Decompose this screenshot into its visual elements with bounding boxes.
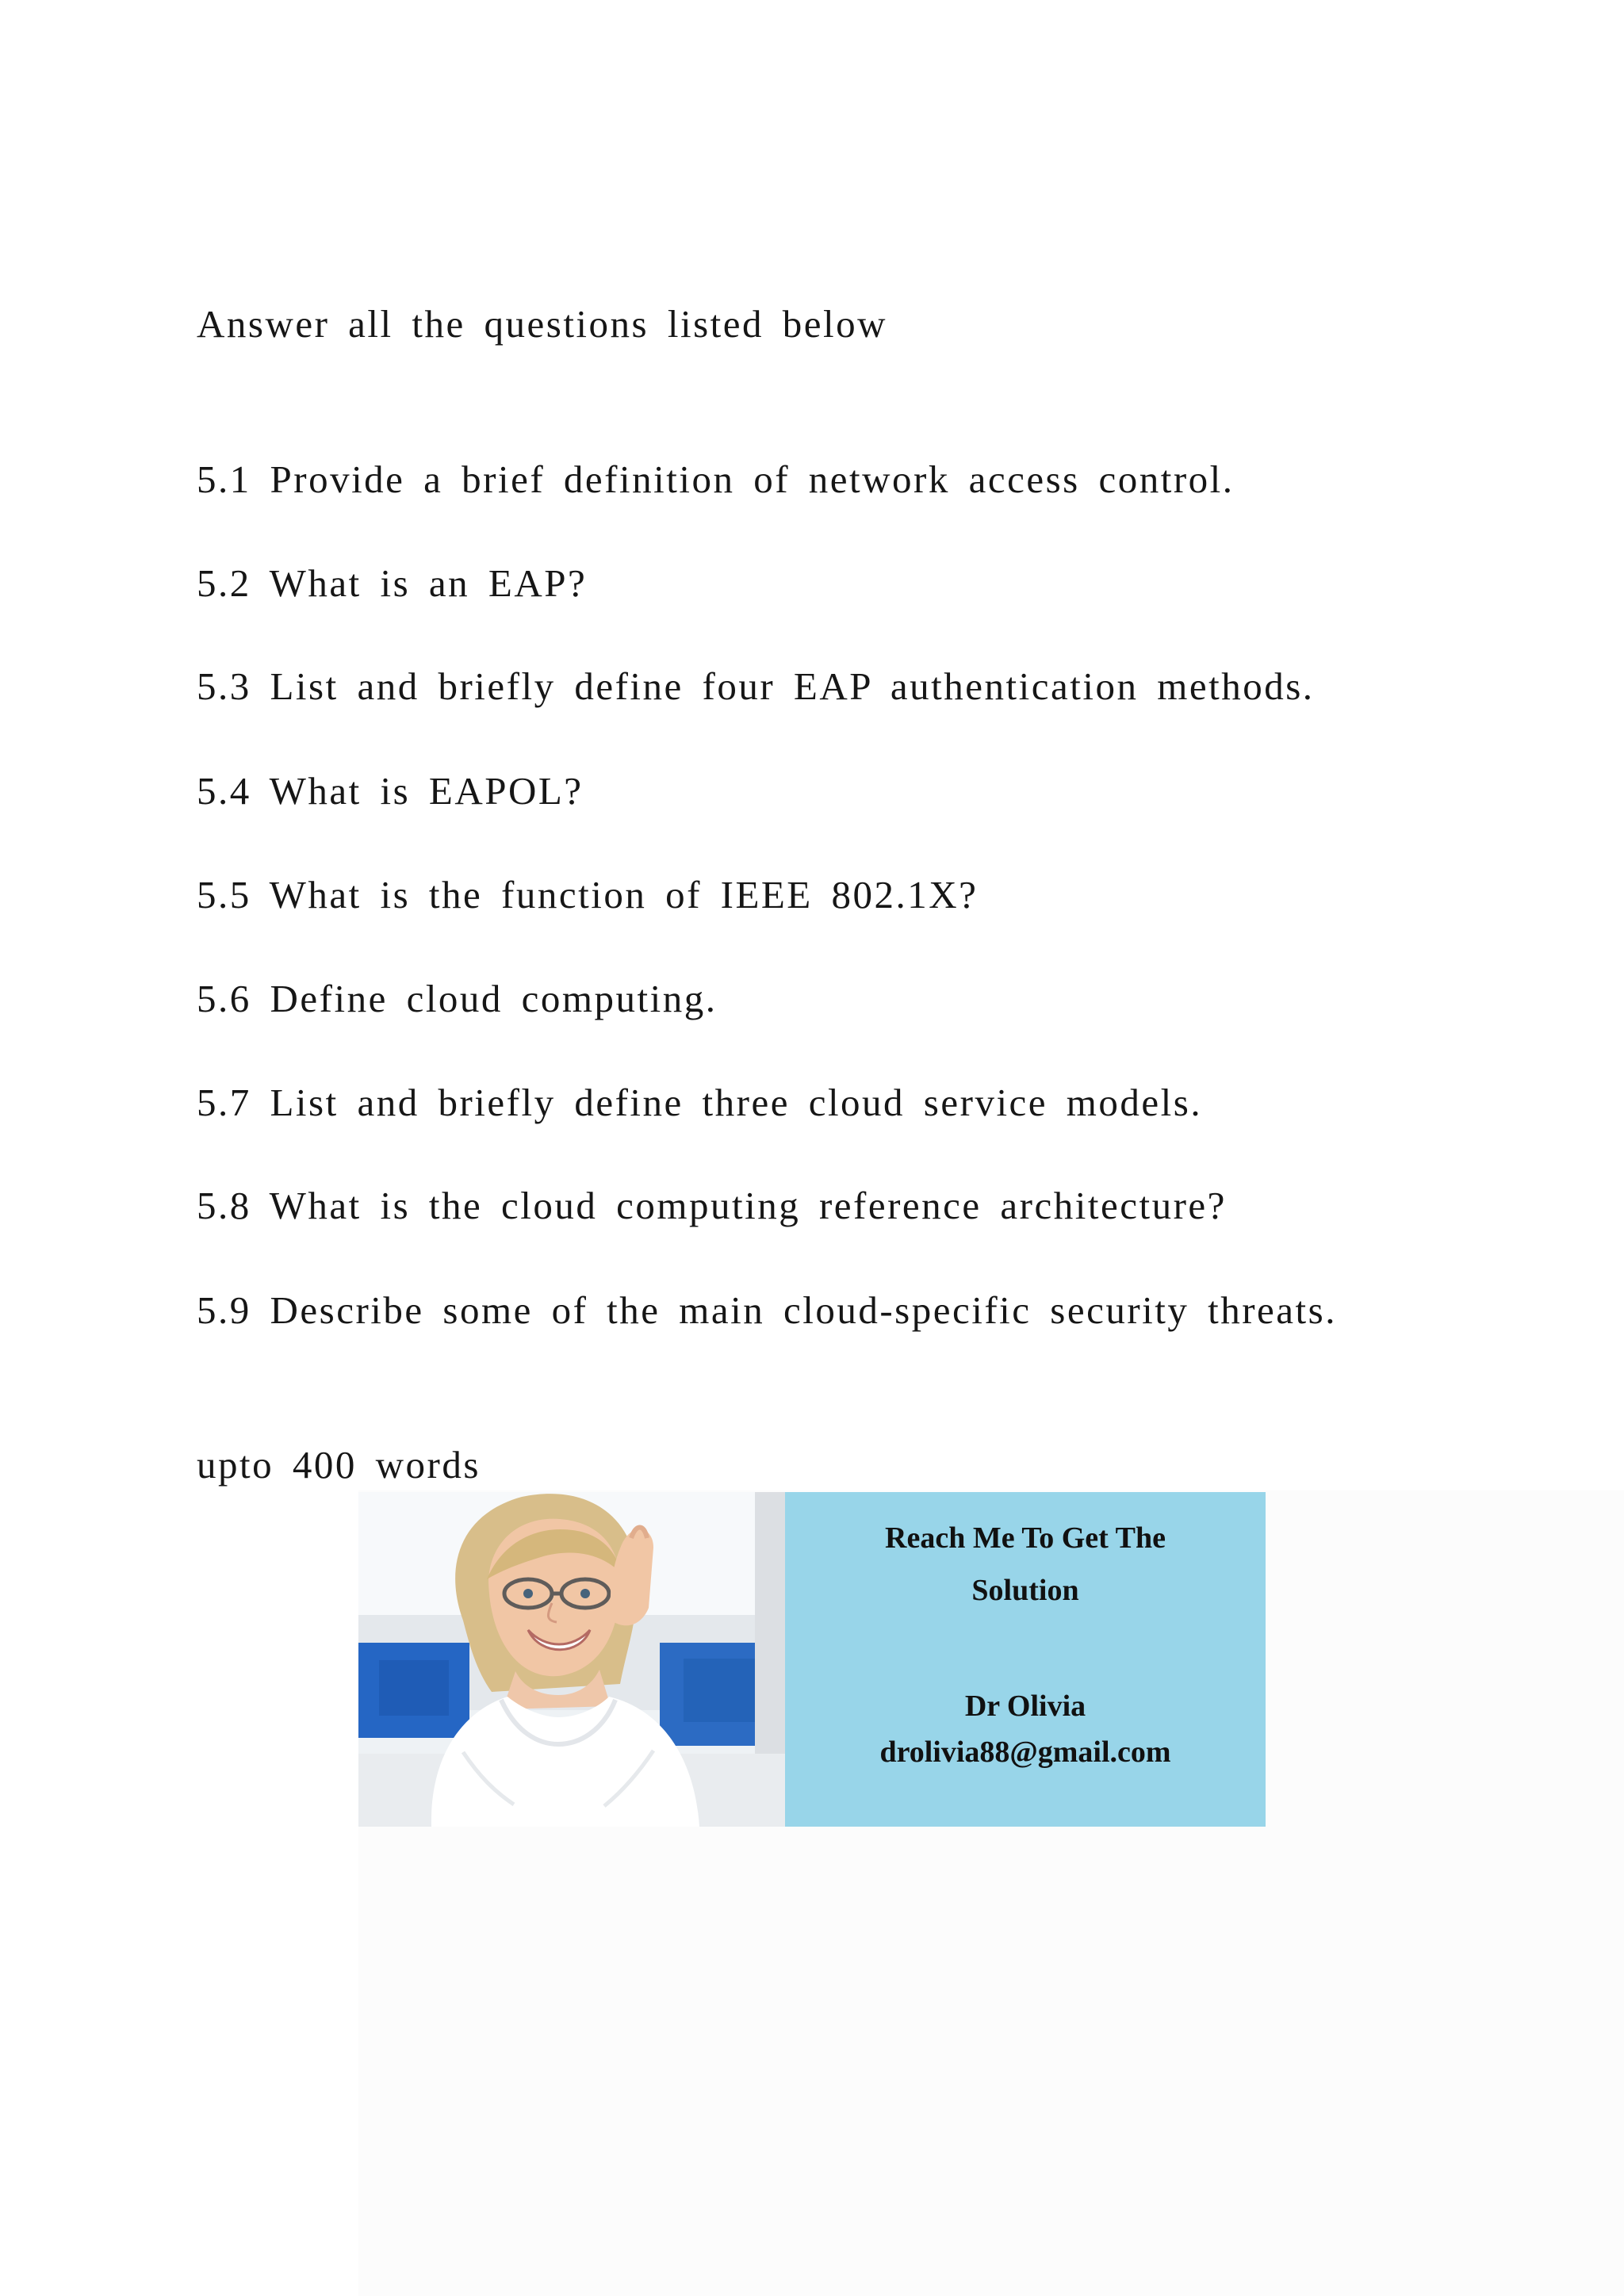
contact-heading-line-2: Solution [971,1574,1079,1607]
question-5-9: 5.9 Describe some of the main cloud-specific security threats. [197,1288,1337,1332]
question-5-3: 5.3 List and briefly define four EAP authentication methods. [197,664,1315,708]
question-5-1: 5.1 Provide a brief definition of network access control. [197,457,1235,501]
contact-heading-line-1: Reach Me To Get The [885,1521,1166,1555]
contact-banner [358,1492,1266,1827]
tutor-photo [358,1492,785,1827]
question-5-8: 5.8 What is the cloud computing reference architecture? [197,1184,1227,1227]
contact-name: Dr Olivia [964,1689,1086,1723]
question-5-5: 5.5 What is the function of IEEE 802.1X? [197,873,979,916]
word-limit-note: upto 400 words [197,1443,481,1487]
question-5-4: 5.4 What is EAPOL? [197,769,584,813]
contact-panel [785,1492,1266,1827]
woman-with-glasses-illustration [358,1492,785,1827]
question-5-7: 5.7 List and briefly define three cloud service models. [197,1081,1203,1124]
contact-email: drolivia88@gmail.com [879,1735,1171,1769]
instructions-text: Answer all the questions listed below [197,302,888,346]
question-5-6: 5.6 Define cloud computing. [197,977,718,1020]
question-5-2: 5.2 What is an EAP? [197,561,588,605]
